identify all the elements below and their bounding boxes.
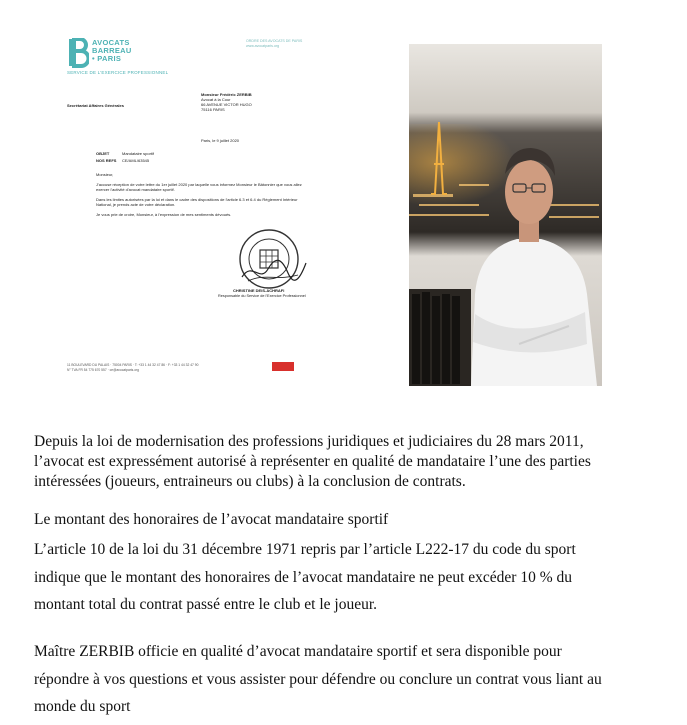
p2-line-2: indique que le montant des honoraires de l’avocat mandataire ne peut excéder 10 % du: [34, 568, 572, 586]
header-right-line-1: ORDRE DES AVOCATS DE PARIS: [246, 39, 303, 43]
certification-badge-icon: [272, 362, 294, 371]
recipient-line-1: Avocat à la Cour: [201, 97, 231, 102]
p3-line-1: Maître ZERBIB officie en qualité d’avocat mandataire sportif et sera disponible pour: [34, 643, 562, 660]
p3-line-2: répondre à vos questions et vous assister pour défendre ou conclure un contrat vous liant au: [34, 670, 602, 688]
signer-role: Responsable du Service de l'Exercice Professionnel: [218, 294, 306, 298]
article-paragraph-1: [34, 432, 674, 492]
lawyer-portrait-photo: [409, 44, 602, 386]
logo-subtitle: SERVICE DE L'EXERCICE PROFESSIONNEL: [67, 70, 169, 75]
letter-recipient: [201, 92, 252, 112]
bar-letter-image: [58, 30, 328, 375]
signer-name: CHRISTINE DEIS-ACHRAFI: [233, 288, 285, 293]
footer-line-2: N° TVA FR 54 775 670 557 · ce@avocatparis.org: [67, 367, 139, 372]
article-paragraph-2: [34, 536, 674, 619]
signature-icon: [238, 255, 308, 285]
recipient-line-2: 66 AVENUE VICTOR HUGO: [201, 102, 252, 107]
letter-footer: [67, 363, 198, 372]
article-paragraph-3: [34, 638, 674, 721]
recipient-name: Monsieur Frédéric ZERBIB: [201, 92, 252, 97]
letter-department: Secrétariat Affaires Générales: [67, 103, 124, 108]
recipient-line-3: 75116 PARIS: [201, 107, 225, 112]
section-title: Le montant des honoraires de l’avocat mandataire sportif: [34, 511, 389, 528]
letter-meta: [96, 150, 154, 164]
objet-label: OBJET: [96, 151, 110, 156]
letter-body: [96, 172, 306, 222]
logo-line-2: BARREAU: [92, 46, 132, 55]
p1-line-1: Depuis la loi de modernisation des professions juridiques et judiciaires du 28 mars 2011,: [34, 433, 584, 450]
p3-line-3: monde du sport: [34, 698, 131, 715]
letter-body-3: Je vous prie de croire, Monsieur, à l'expression de mes sentiments dévoués.: [96, 212, 232, 217]
p1-line-2: l’avocat est expressément autorisé à représenter en qualité de mandataire l’une des parties: [34, 453, 591, 470]
letter-date: Paris, le 9 juillet 2020: [201, 138, 240, 143]
logo-line-3: • PARIS: [92, 54, 122, 63]
logo-line-1: AVOCATS: [92, 38, 130, 47]
bar-logo-text: [92, 39, 132, 63]
footer-line-1: 11 BOULEVARD DU PALAIS · 75004 PARIS · T: +33 1 44 32 47 86 · F: +33 1 44 32 47 90: [67, 363, 199, 367]
letter-body-1: J'accuse réception de votre lettre du 1er juillet 2020 par laquelle vous informez Monsieur le Bâtonnier que vous allez exercer l'activité d'avocat mandataire sportif.: [96, 182, 302, 192]
p2-line-3: montant total du contrat passé entre le club et le joueur.: [34, 596, 378, 613]
bar-logo-icon: [67, 38, 89, 68]
p1-line-3: intéressées (joueurs, entraineurs ou clubs) à la conclusion de contrats.: [34, 473, 466, 490]
refs-value: CE/AML/63545: [122, 158, 150, 163]
header-right-line-2: www.avocatparis.org: [246, 44, 280, 48]
letter-salutation: Monsieur,: [96, 172, 114, 177]
refs-label: NOS REFS: [96, 158, 117, 163]
letter-header-right: [246, 39, 302, 49]
letter-body-2: Dans les limites autorisées par la loi et dans le cadre des dispositions de l'article 6.3 et 6.4 du Règlement Intérieur National, je prends acte de votre déclaration.: [96, 197, 298, 207]
p2-line-1: L’article 10 de la loi du 31 décembre 1971 repris par l’article L222-17 du code du sport: [34, 541, 576, 558]
objet-value: Mandataire sportif: [122, 151, 155, 156]
